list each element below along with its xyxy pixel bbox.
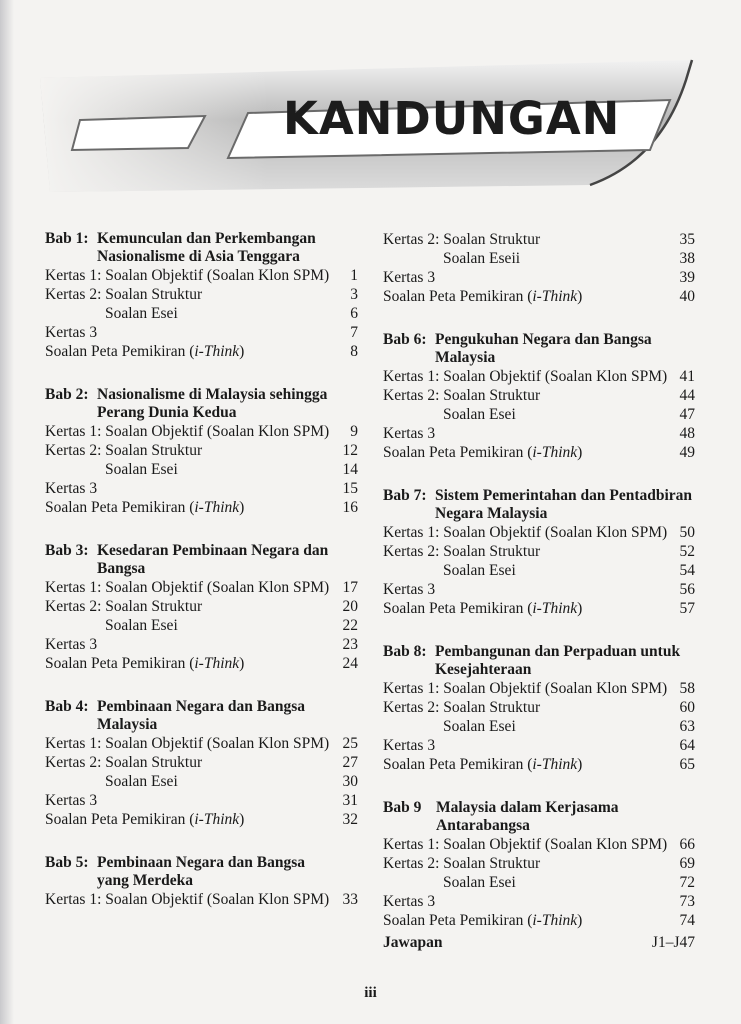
toc-entry	[383, 230, 695, 249]
toc-entry-label: Soalan Peta Pemikiran (i-Think)	[383, 444, 583, 461]
toc-entry-page: 54	[679, 562, 695, 579]
toc-entry	[45, 342, 358, 361]
toc-entry	[45, 753, 358, 772]
toc-entry-label: Kertas 3	[383, 893, 436, 910]
toc-entry	[45, 422, 358, 441]
toc-entry-page: 66	[679, 836, 695, 853]
chapter-title-line: Negara Malaysia	[435, 505, 548, 522]
chapter-title-line: Antarabangsa	[436, 817, 530, 834]
chapter-section	[45, 698, 358, 829]
toc-entry-label: Soalan Peta Pemikiran (i-Think)	[45, 655, 245, 672]
toc-entry	[383, 405, 695, 424]
chapter-title-line: Pembinaan Negara dan Bangsa	[97, 854, 305, 871]
toc-entry	[383, 679, 695, 698]
toc-entry-label: Kertas 2: Soalan Struktur	[45, 754, 203, 771]
toc-entry-page: 32	[342, 811, 358, 828]
toc-entry-page: 14	[342, 461, 358, 478]
toc-entry-page: 48	[679, 425, 695, 442]
toc-entry-label: Kertas 1: Soalan Objektif (Soalan Klon SPM)	[383, 836, 668, 853]
toc-entry	[45, 578, 358, 597]
chapter-title-line: Pengukuhan Negara dan Bangsa	[435, 331, 652, 348]
toc-entry-page: 6	[350, 305, 358, 322]
chapter-heading	[45, 230, 358, 266]
chapter-title-line: Nasionalisme di Asia Tenggara	[97, 248, 300, 265]
toc-entry-page: 56	[679, 581, 695, 598]
toc-right-column	[383, 230, 695, 955]
toc-entry	[45, 810, 358, 829]
chapter-title-line: Sistem Pemerintahan dan Pentadbiran	[435, 487, 693, 504]
toc-entry	[45, 498, 358, 517]
toc-entry-label: Kertas 3	[45, 480, 98, 497]
toc-entry-page: 8	[350, 343, 358, 360]
toc-entry-page: 41	[679, 368, 695, 385]
toc-entry-label: Kertas 3	[383, 269, 436, 286]
toc-entry-page: 15	[342, 480, 358, 497]
toc-entry	[45, 460, 358, 479]
toc-entry-page: 17	[342, 579, 358, 596]
toc-entry	[45, 772, 358, 791]
page-number: iii	[364, 985, 377, 1001]
chapter-number: Bab 6:	[383, 331, 427, 348]
toc-entry-label: Kertas 2: Soalan Struktur	[45, 442, 203, 459]
toc-entry	[45, 597, 358, 616]
chapter-title-line: Malaysia	[97, 716, 158, 733]
toc-entry	[45, 654, 358, 673]
toc-entry-label: Soalan Esei	[443, 562, 516, 579]
toc-entry	[383, 911, 695, 930]
chapter-number: Bab 1:	[45, 230, 89, 247]
chapter-title	[434, 643, 695, 679]
toc-entry-label: Soalan Esei	[105, 305, 178, 322]
toc-entry-label: Soalan Esei	[443, 718, 516, 735]
chapter-section	[45, 542, 358, 673]
answers-label: Jawapan	[383, 934, 443, 951]
toc-entry-label: Soalan Peta Pemikiran (i-Think)	[45, 811, 245, 828]
toc-entry	[383, 717, 695, 736]
i-think-emphasis: i-Think	[194, 499, 240, 516]
chapter-title-line: Malaysia dalam Kerjasama	[436, 799, 619, 816]
chapter-section	[383, 487, 695, 618]
toc-entry	[383, 873, 695, 892]
toc-entry-label: Soalan Eseii	[443, 250, 521, 267]
toc-entry-label: Kertas 2: Soalan Struktur	[383, 387, 541, 404]
toc-entry-label: Kertas 3	[45, 792, 98, 809]
toc-left-column	[45, 230, 358, 934]
chapter-title	[96, 542, 358, 578]
toc-entry-label: Kertas 3	[45, 324, 98, 341]
toc-entry-page: 38	[679, 250, 695, 267]
toc-entry-page: 20	[342, 598, 358, 615]
chapter-number: Bab 7:	[383, 487, 427, 504]
toc-entry-label: Kertas 2: Soalan Struktur	[383, 699, 541, 716]
toc-entry-label: Kertas 2: Soalan Struktur	[383, 855, 541, 872]
chapter-section	[45, 854, 358, 909]
toc-entry-label: Kertas 2: Soalan Struktur	[45, 286, 203, 303]
toc-entry-label: Soalan Esei	[105, 773, 178, 790]
chapter-number: Bab 2:	[45, 386, 89, 403]
answers-entry	[383, 934, 695, 952]
chapter-heading	[383, 643, 695, 679]
toc-entry	[45, 323, 358, 342]
chapter-section	[383, 331, 695, 462]
toc-entry-label: Kertas 2: Soalan Struktur	[45, 598, 203, 615]
toc-entry-label: Kertas 3	[383, 737, 436, 754]
chapter-title	[96, 854, 358, 890]
toc-entry-label: Soalan Peta Pemikiran (i-Think)	[383, 600, 583, 617]
toc-entry	[383, 854, 695, 873]
chapter-title	[96, 698, 358, 734]
toc-entry-label: Kertas 1: Soalan Objektif (Soalan Klon SPM)	[45, 891, 330, 908]
chapter-number: Bab 5:	[45, 854, 89, 871]
toc-entry-page: 73	[679, 893, 695, 910]
toc-entry-label: Kertas 2: Soalan Struktur	[383, 231, 541, 248]
i-think-emphasis: i-Think	[194, 655, 240, 672]
toc-entry-label: Soalan Esei	[443, 874, 516, 891]
chapter-number: Bab 4:	[45, 698, 89, 715]
chapter-title-line: Kesedaran Pembinaan Negara dan	[97, 542, 329, 559]
chapter-title-line: yang Merdeka	[97, 872, 194, 889]
chapter-title	[96, 386, 358, 422]
toc-entry	[45, 890, 358, 909]
toc-entry-page: 58	[679, 680, 695, 697]
toc-entry-page: 72	[679, 874, 695, 891]
toc-entry	[383, 367, 695, 386]
toc-entry-label: Soalan Esei	[443, 406, 516, 423]
chapter-title-line: Pembinaan Negara dan Bangsa	[97, 698, 305, 715]
toc-entry-page: 33	[342, 891, 358, 908]
chapter-title-line: Kemunculan dan Perkembangan	[97, 230, 316, 247]
toc-entry-page: 35	[679, 231, 695, 248]
chapter-title-line: Perang Dunia Kedua	[97, 404, 237, 421]
chapter-section	[45, 386, 358, 517]
chapter-title	[434, 331, 695, 367]
toc-entry-page: 3	[350, 286, 358, 303]
page-title: KANDUNGAN	[283, 92, 621, 145]
toc-entry-label: Kertas 1: Soalan Objektif (Soalan Klon SPM)	[383, 680, 668, 697]
toc-entry-page: 65	[679, 756, 695, 773]
toc-entry	[383, 580, 695, 599]
chapter-title	[434, 487, 695, 523]
chapter-number: Bab 3:	[45, 542, 89, 559]
toc-entry-label: Soalan Peta Pemikiran (i-Think)	[45, 499, 245, 516]
toc-entry	[383, 249, 695, 268]
chapter-title-line: Kesejahteraan	[435, 661, 532, 678]
chapter-heading	[383, 799, 695, 835]
chapter-title-line: Pembangunan dan Perpaduan untuk	[435, 643, 681, 660]
toc-entry-page: 49	[679, 444, 695, 461]
toc-entry	[45, 734, 358, 753]
toc-entry	[383, 443, 695, 462]
chapter-5-continued	[383, 230, 695, 306]
toc-entry	[383, 542, 695, 561]
toc-entry-page: 47	[679, 406, 695, 423]
toc-entry-page: 39	[679, 269, 695, 286]
toc-entry	[383, 268, 695, 287]
toc-entry-page: 63	[679, 718, 695, 735]
chapter-number: Bab 9	[383, 799, 422, 816]
toc-entry-page: 57	[679, 600, 695, 617]
toc-entry	[383, 523, 695, 542]
toc-entry-label: Soalan Esei	[105, 617, 178, 634]
toc-entry-label: Soalan Peta Pemikiran (i-Think)	[45, 343, 245, 360]
toc-entry	[45, 266, 358, 285]
toc-entry-label: Kertas 1: Soalan Objektif (Soalan Klon SPM)	[383, 368, 668, 385]
toc-entry	[383, 736, 695, 755]
toc-entry-page: 30	[342, 773, 358, 790]
toc-entry-page: 7	[350, 324, 358, 341]
toc-entry-label: Soalan Esei	[105, 461, 178, 478]
chapter-title-line: Malaysia	[435, 349, 496, 366]
i-think-emphasis: i-Think	[532, 756, 578, 773]
toc-entry-page: 23	[342, 636, 358, 653]
toc-entry-page: 50	[679, 524, 695, 541]
toc-entry-label: Kertas 2: Soalan Struktur	[383, 543, 541, 560]
chapter-section	[383, 643, 695, 774]
toc-entry	[383, 892, 695, 911]
toc-entry-page: 31	[342, 792, 358, 809]
toc-entry-page: 44	[679, 387, 695, 404]
toc-entry-page: 25	[342, 735, 358, 752]
chapter-heading	[383, 331, 695, 367]
toc-entry-label: Soalan Peta Pemikiran (i-Think)	[383, 756, 583, 773]
chapter-number: Bab 8:	[383, 643, 427, 660]
toc-entry-page: 22	[342, 617, 358, 634]
toc-entry-page: 9	[350, 423, 358, 440]
toc-entry	[45, 635, 358, 654]
chapter-title-line: Nasionalisme di Malaysia sehingga	[97, 386, 328, 403]
i-think-emphasis: i-Think	[532, 444, 578, 461]
chapter-title	[435, 799, 695, 835]
toc-entry-label: Kertas 1: Soalan Objektif (Soalan Klon SPM)	[45, 735, 330, 752]
i-think-emphasis: i-Think	[532, 600, 578, 617]
i-think-emphasis: i-Think	[194, 811, 240, 828]
toc-entry	[383, 386, 695, 405]
toc-entry	[383, 424, 695, 443]
toc-entry-label: Kertas 1: Soalan Objektif (Soalan Klon SPM)	[45, 579, 330, 596]
toc-entry-label: Soalan Peta Pemikiran (i-Think)	[383, 912, 583, 929]
i-think-emphasis: i-Think	[532, 288, 578, 305]
chapter-section	[45, 230, 358, 361]
toc-entry	[45, 479, 358, 498]
toc-entry	[383, 287, 695, 306]
toc-entry-label: Kertas 3	[383, 425, 436, 442]
toc-entry-page: 60	[679, 699, 695, 716]
toc-entry-page: 74	[679, 912, 695, 929]
chapter-section	[383, 799, 695, 930]
chapter-heading	[45, 542, 358, 578]
toc-entry-page: 69	[679, 855, 695, 872]
toc-entry	[45, 791, 358, 810]
toc-entry	[383, 561, 695, 580]
toc-entry	[45, 616, 358, 635]
toc-entry-label: Kertas 1: Soalan Objektif (Soalan Klon SPM)	[45, 267, 330, 284]
toc-entry-page: 16	[342, 499, 358, 516]
toc-entry	[383, 698, 695, 717]
chapter-heading	[45, 854, 358, 890]
i-think-emphasis: i-Think	[194, 343, 240, 360]
toc-entry	[45, 285, 358, 304]
toc-entry	[383, 755, 695, 774]
toc-entry-label: Kertas 3	[45, 636, 98, 653]
toc-entry	[383, 599, 695, 618]
toc-entry-label: Kertas 3	[383, 581, 436, 598]
toc-entry-label: Soalan Peta Pemikiran (i-Think)	[383, 288, 583, 305]
chapter-title	[96, 230, 358, 266]
toc-entry-page: 27	[342, 754, 358, 771]
toc-entry-label: Kertas 1: Soalan Objektif (Soalan Klon SPM)	[45, 423, 330, 440]
i-think-emphasis: i-Think	[532, 912, 578, 929]
answers-pages: J1–J47	[651, 934, 695, 951]
chapter-title-line: Bangsa	[97, 560, 146, 577]
toc-entry-page: 40	[679, 288, 695, 305]
chapter-heading	[45, 698, 358, 734]
toc-entry-label: Kertas 1: Soalan Objektif (Soalan Klon SPM)	[383, 524, 668, 541]
toc-entry-page: 64	[679, 737, 695, 754]
chapter-heading	[45, 386, 358, 422]
toc-entry-page: 12	[342, 442, 358, 459]
toc-entry-page: 24	[342, 655, 358, 672]
toc-entry	[383, 835, 695, 854]
chapter-heading	[383, 487, 695, 523]
toc-entry	[45, 304, 358, 323]
toc-entry	[45, 441, 358, 460]
toc-entry-page: 52	[679, 543, 695, 560]
toc-entry-page: 1	[350, 267, 358, 284]
